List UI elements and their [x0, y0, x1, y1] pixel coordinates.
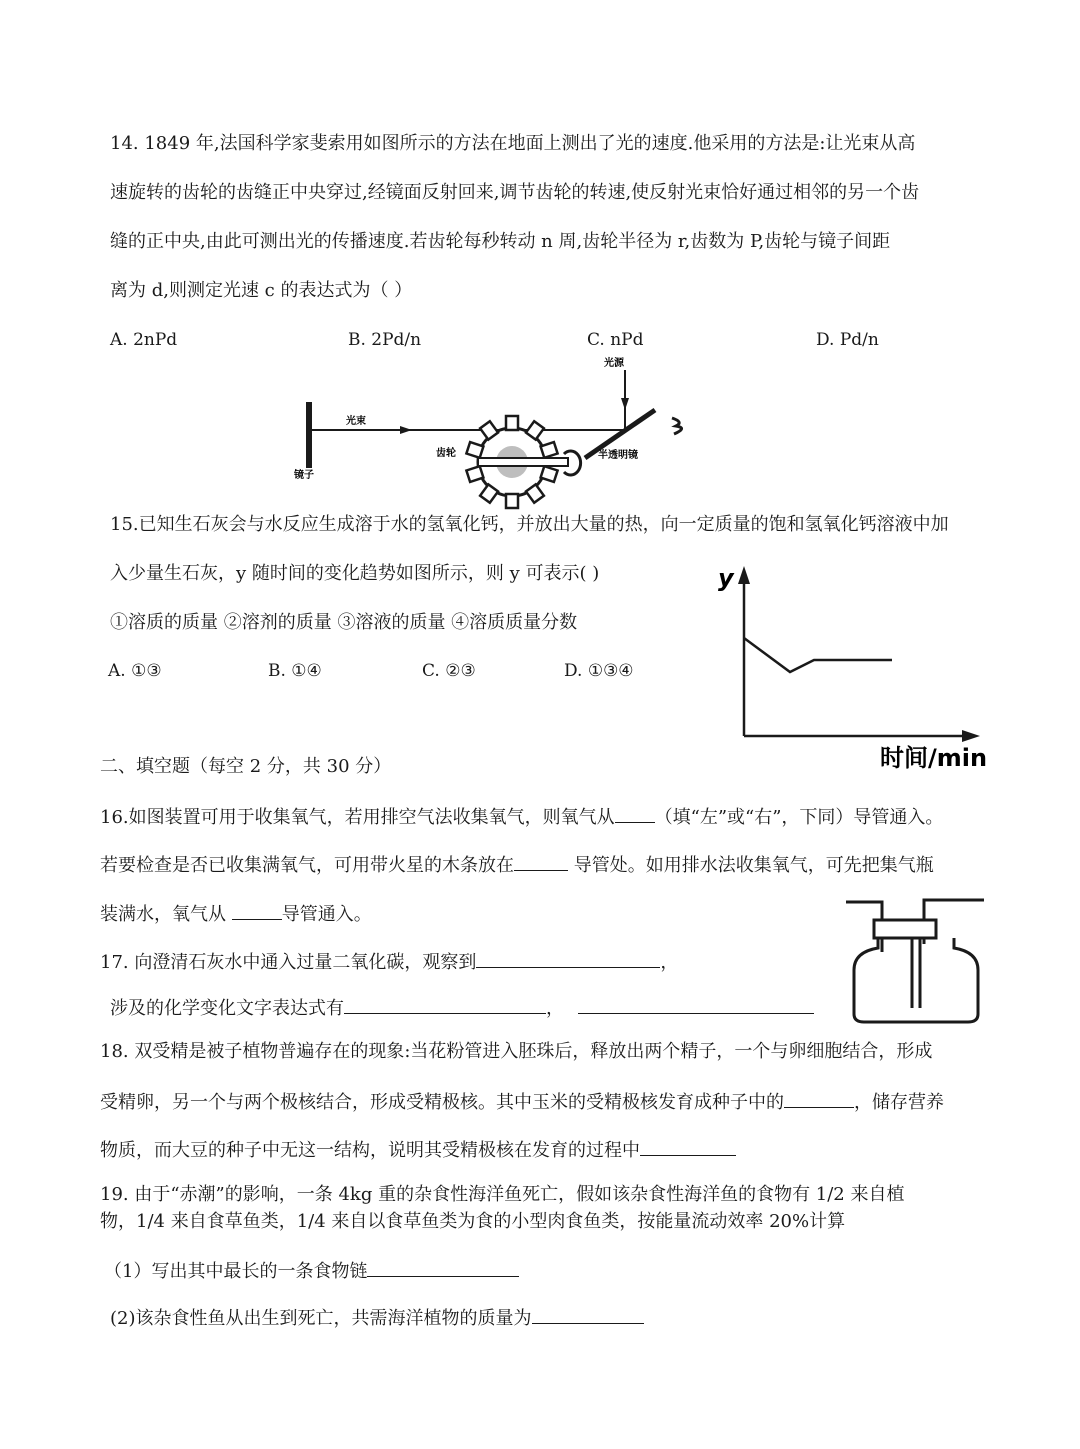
fizeau-diagram [280, 352, 700, 512]
section-2-title: 二、填空题（每空 2 分，共 30 分） [100, 756, 392, 777]
q17-blank-1[interactable] [476, 949, 660, 968]
q17-blank-3[interactable] [578, 995, 814, 1014]
x-axis-arrow-icon [962, 730, 980, 742]
q14-option-c: C. nPd [587, 330, 644, 350]
eye-icon [672, 418, 682, 434]
q16-text-3a: 装满水，氧气从 [100, 904, 232, 925]
q16-blank-3[interactable] [232, 901, 282, 920]
label-gear: 齿轮 [436, 448, 456, 459]
label-half-mirror: 半透明镜 [598, 450, 638, 461]
stopper [874, 920, 936, 938]
q15-option-a: A. ①③ [108, 661, 162, 681]
q17-line-2 [110, 995, 814, 1020]
y-axis-arrow-icon [738, 566, 750, 584]
q18-line-3 [100, 1137, 736, 1162]
q19-part-1 [104, 1258, 519, 1283]
q15-graph [710, 560, 1030, 780]
bottle-body [854, 938, 978, 1022]
q19-part-2 [110, 1305, 644, 1330]
q14-line-2: 速旋转的齿轮的齿缝正中央穿过,经镜面反射回来,调节齿轮的转速,使反射光束恰好通过相邻的另一个齿 [110, 182, 920, 203]
trend-curve [744, 638, 892, 672]
q15-option-c: C. ②③ [422, 661, 476, 681]
q16-text-2b: 导管处。如用排水法收集氧气，可先把集气瓶 [568, 855, 934, 876]
q18-blank-2[interactable] [640, 1137, 736, 1156]
q16-blank-1[interactable] [615, 804, 655, 823]
q18-text-2b: ，储存营养 [854, 1092, 944, 1113]
q15-option-d: D. ①③④ [564, 661, 634, 681]
q19-line-2: 物，1/4 来自食草鱼类，1/4 来自以食草鱼类为食的小型肉食鱼类，按能量流动效率 20%计算 [100, 1211, 846, 1232]
q18-blank-1[interactable] [784, 1089, 854, 1108]
q17-text-2b: ， [546, 998, 564, 1019]
q18-line-2 [100, 1089, 944, 1114]
q18-text-2a: 受精卵，另一个与两个极核结合，形成受精极核。其中玉米的受精极核发育成种子中的 [100, 1092, 784, 1113]
q19-line-1: 19. 由于“赤潮”的影响，一条 4kg 重的杂食性海洋鱼死亡，假如该杂食性海洋鱼的食物有 1/2 来自植 [100, 1184, 905, 1205]
source-arrow-icon [621, 398, 629, 410]
q16-line-2 [100, 852, 934, 877]
q18-text-3a: 物质，而大豆的种子中无这一结构，说明其受精极核在发育的过程中 [100, 1140, 640, 1161]
q16-line-1 [100, 804, 943, 829]
q16-line-3 [100, 901, 372, 926]
q17-text-1a: 17. 向澄清石灰水中通入过量二氧化碳，观察到 [100, 952, 477, 973]
q19-blank-2[interactable] [532, 1305, 644, 1324]
q17-line-1 [100, 949, 678, 974]
q15-line-3: ①溶质的质量 ②溶剂的质量 ③溶液的质量 ④溶质质量分数 [110, 612, 578, 633]
q14-option-d: D. Pd/n [816, 330, 879, 350]
q14-line-1: 14. 1849 年,法国科学家斐索用如图所示的方法在地面上测出了光的速度.他采用的方法是:让光束从高 [110, 133, 916, 154]
label-light-beam: 光束 [346, 416, 366, 427]
q17-blank-2[interactable] [344, 995, 546, 1014]
q16-text-1b: （填“左”或“右”，下同）导管通入。 [654, 807, 944, 828]
q16-blank-2[interactable] [514, 852, 568, 871]
y-axis-label: y [718, 564, 734, 592]
label-mirror: 镜子 [294, 470, 314, 481]
gas-bottle-diagram [840, 888, 990, 1028]
q14-line-4: 离为 d,则测定光速 c 的表达式为（ ） [110, 280, 413, 301]
q15-line-1: 15.已知生石灰会与水反应生成溶于水的氢氧化钙，并放出大量的热，向一定质量的饱和氢氧化钙溶液中加 [110, 514, 949, 535]
q17-text-1b: ， [660, 952, 679, 973]
q17-text-2a: 涉及的化学变化文字表达式有 [110, 998, 344, 1019]
mirror-shape [306, 402, 312, 468]
q18-line-1: 18. 双受精是被子植物普遍存在的现象:当花粉管进入胚珠后，释放出两个精子，一个与卵细胞结合，形成 [100, 1041, 933, 1062]
x-axis-label: 时间/min [880, 744, 988, 772]
q15-line-2: 入少量生石灰，y 随时间的变化趋势如图所示，则 y 可表示( ) [110, 563, 600, 584]
beam-arrow-icon [400, 426, 412, 434]
q14-option-a: A. 2nPd [110, 330, 178, 350]
q14-line-3: 缝的正中央,由此可测出光的传播速度.若齿轮每秒转动 n 周,齿轮半径为 r,齿数为 P,齿轮与镜子间距 [110, 231, 891, 252]
q15-option-b: B. ①④ [268, 661, 322, 681]
q16-text-3b: 导管通入。 [281, 904, 372, 925]
q19-text-p1: （1）写出其中最长的一条食物链 [104, 1261, 368, 1282]
q14-option-b: B. 2Pd/n [348, 330, 422, 350]
q19-blank-1[interactable] [367, 1258, 519, 1277]
q16-text-2a: 若要检查是否已收集满氧气，可用带火星的木条放在 [100, 855, 514, 876]
q19-text-p2: (2)该杂食性鱼从出生到死亡，共需海洋植物的质量为 [110, 1308, 532, 1329]
label-light-source: 光源 [604, 358, 624, 369]
q16-text-1a: 16.如图装置可用于收集氧气，若用排空气法收集氧气，则氧气从 [100, 807, 615, 828]
